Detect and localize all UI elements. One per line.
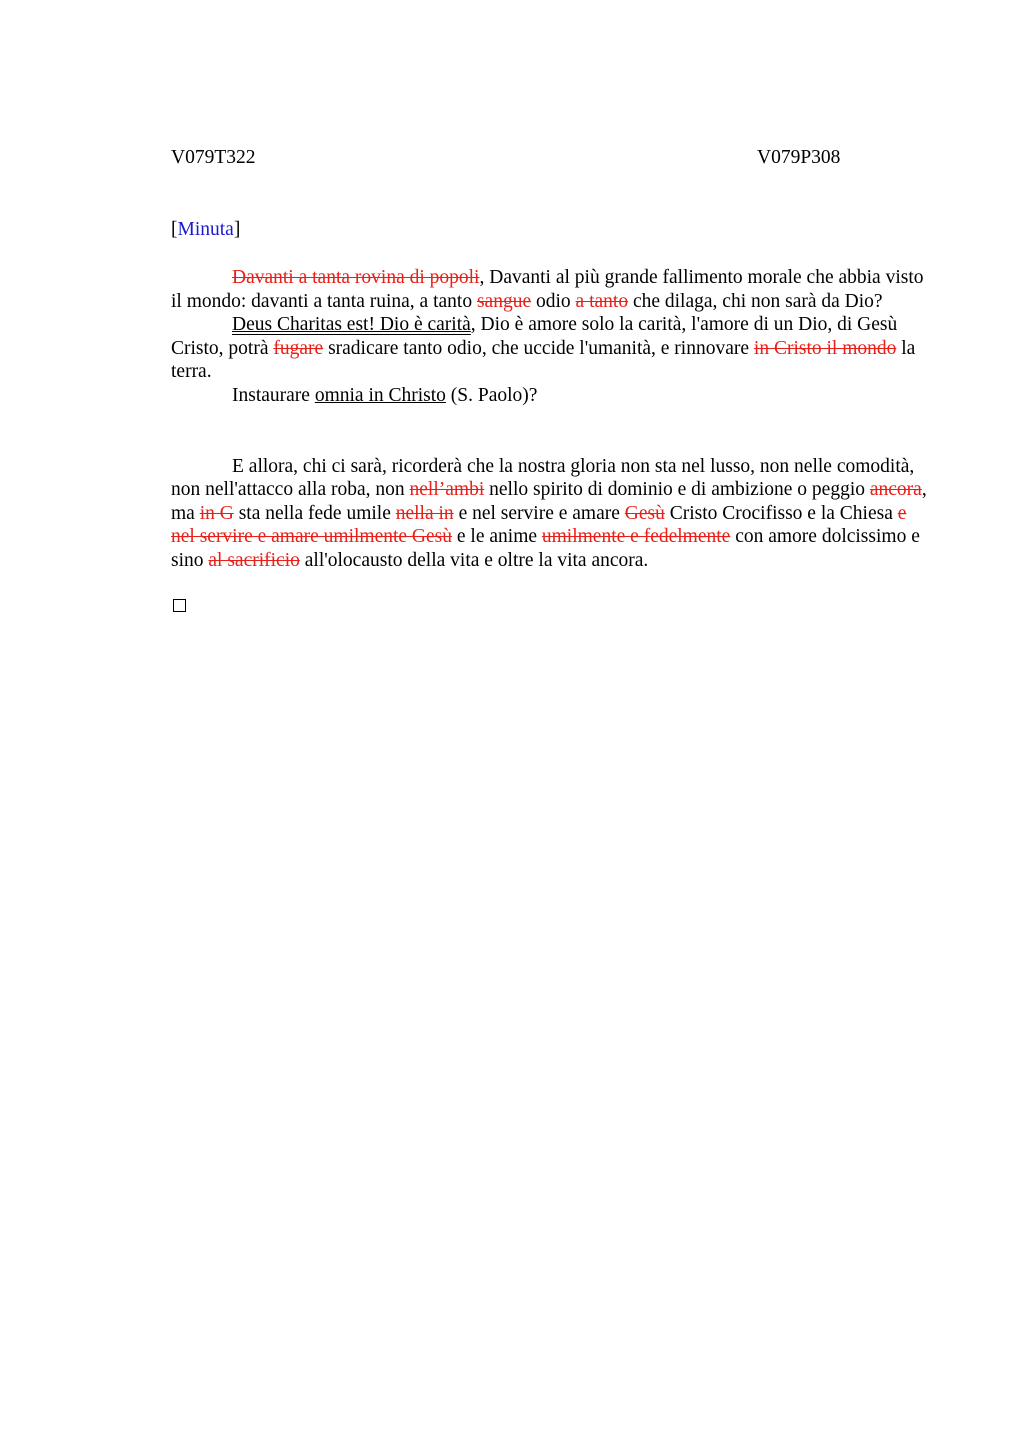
- tag-open-bracket: [: [171, 219, 178, 240]
- body-text: con amore dolcissimo e sino: [171, 526, 920, 571]
- document-code-right: V079P308: [757, 147, 841, 168]
- deleted-text: Davanti a tanta rovina di popoli: [232, 267, 480, 288]
- body-text: (S. Paolo)?: [445, 384, 538, 406]
- deleted-text: umilmente e fedelmente: [541, 526, 731, 548]
- body-text: sta nella fede umile: [233, 502, 396, 524]
- checkbox-icon: [173, 599, 186, 612]
- deleted-text: ancora: [869, 479, 922, 501]
- deleted-text: a tanto: [575, 290, 629, 312]
- body-text: Instaurare: [232, 384, 315, 406]
- deleted-text: e nel servire e amare umilmente Gesù: [171, 502, 907, 548]
- document-page: [171, 146, 931, 612]
- tag-close-bracket: ]: [233, 219, 241, 240]
- body-text: e le anime: [452, 526, 542, 548]
- deleted-text: nella in: [395, 502, 454, 524]
- body-text: e nel servire e amare: [453, 502, 625, 524]
- document-tag: [171, 218, 931, 242]
- body-text: , Dio è amore solo la carità, l'amore di un Dio, di Gesù Cristo, potrà: [171, 314, 898, 359]
- body-text: , Davanti al più grande fallimento morale che abbia visto il mondo: davanti a tanta ruina, a tanto: [171, 267, 924, 312]
- deleted-text: in Cristo il mondo: [753, 337, 897, 359]
- body-text: all'olocausto della vita e oltre la vita ancora.: [299, 549, 649, 571]
- deleted-text: al sacrificio: [208, 549, 300, 571]
- paragraph-3: [171, 384, 931, 408]
- body-text: che dilaga, chi non sarà da Dio?: [628, 290, 883, 312]
- deleted-text: sangue: [476, 290, 532, 312]
- deleted-text: nell’ambi: [409, 479, 485, 501]
- deleted-text: fugare: [273, 337, 324, 359]
- deleted-text: in G: [199, 502, 234, 524]
- body-text: sradicare tanto odio, che uccide l'umanità, e rinnovare: [323, 337, 754, 359]
- double-underlined-text: Deus Charitas est! Dio è carità: [232, 314, 471, 336]
- body-text: nello spirito di dominio e di ambizione o peggio: [484, 479, 870, 501]
- deleted-text: Gesù: [624, 502, 665, 524]
- body-text: , ma: [171, 479, 927, 524]
- body-text: E allora, chi ci sarà, ricorderà che la nostra gloria non sta nel lusso, non nelle comodità, non nell'attacco alla roba, non: [171, 455, 915, 501]
- paragraph-2: [171, 313, 931, 384]
- body-text: odio: [531, 290, 576, 312]
- underlined-text: omnia in Christo: [314, 384, 446, 406]
- document-header: [171, 146, 931, 170]
- body-text: la terra.: [171, 337, 916, 383]
- paragraph-1: [171, 266, 931, 313]
- document-code-left: V079T322: [171, 147, 256, 168]
- paragraph-4: [171, 455, 931, 573]
- tag-minuta-link[interactable]: Minuta: [177, 219, 234, 240]
- body-text: Cristo Crocifisso e la Chiesa: [664, 502, 898, 524]
